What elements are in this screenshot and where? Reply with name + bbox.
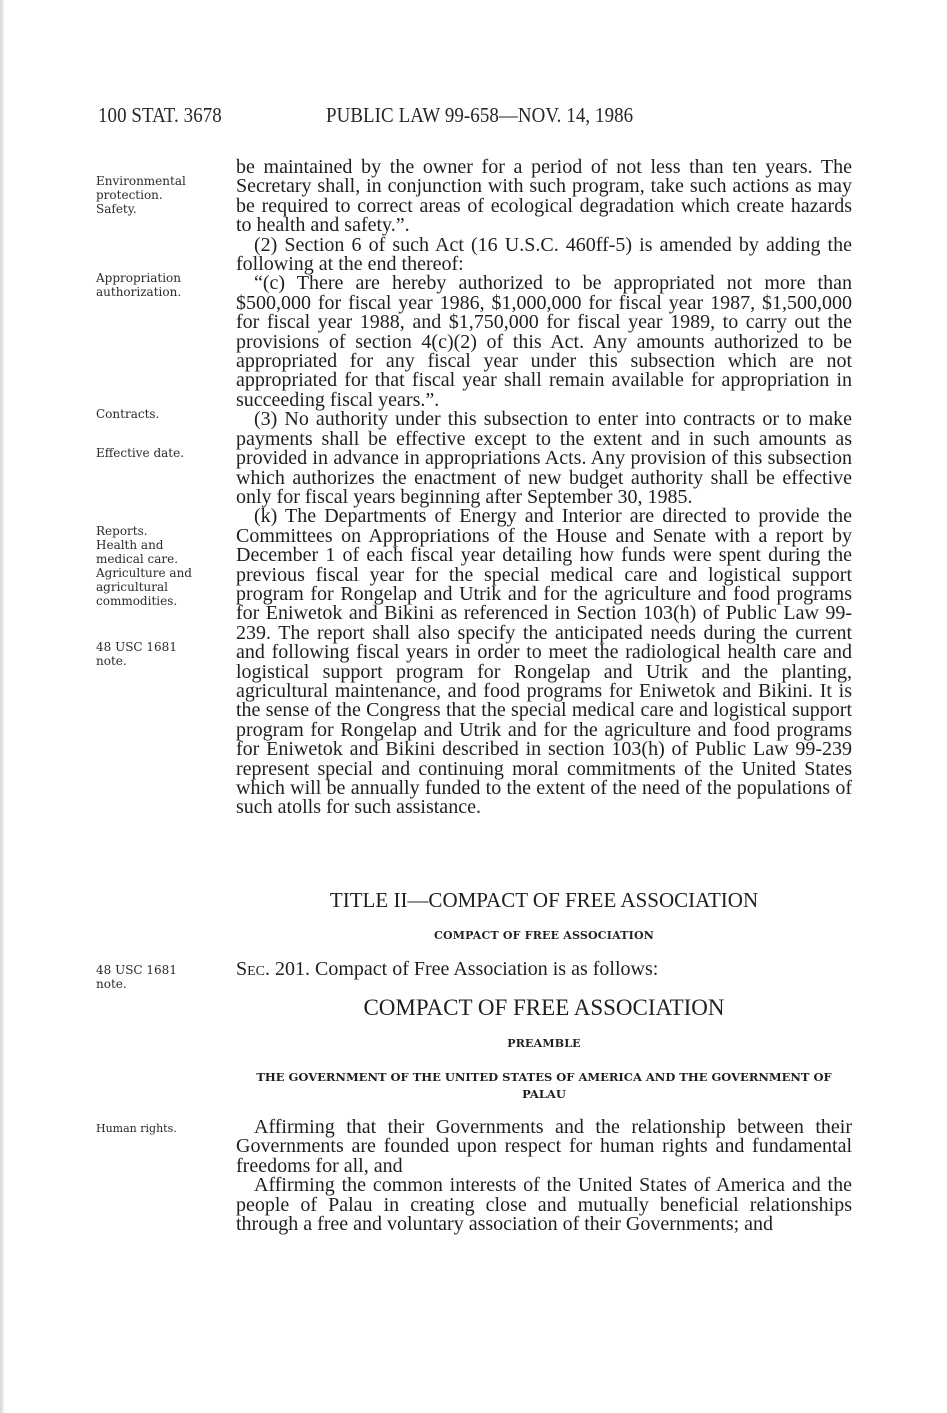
law-citation-header: PUBLIC LAW 99-658—NOV. 14, 1986 [326, 103, 634, 127]
margin-note-usc-2 [96, 963, 226, 991]
margin-note-appropriation [96, 271, 226, 299]
margin-note-line: Environmental [96, 174, 186, 188]
margin-note-line: note. [96, 977, 127, 991]
margin-note-line: Reports. [96, 524, 148, 538]
section-label: Sec. 201. [236, 958, 311, 980]
margin-note-line: Safety. [96, 202, 137, 216]
margin-note-line: agricultural [96, 580, 168, 594]
margin-note-line: 48 USC 1681 [96, 963, 177, 977]
margin-note-line: medical care. [96, 552, 179, 566]
margin-note-line: Health and [96, 538, 164, 552]
margin-note-human-rights [96, 1122, 226, 1136]
margin-note-line: Agriculture and [96, 566, 192, 580]
section-201 [236, 960, 852, 979]
margin-note-line: 48 USC 1681 [96, 640, 177, 654]
section-text: Compact of Free Association is as follows: [310, 958, 659, 980]
body-text [236, 158, 852, 818]
compact-title: COMPACT OF FREE ASSOCIATION [363, 995, 725, 1020]
paragraph-continuation: be maintained by the owner for a period of not less than ten years. The Secretary shall, in conjunction with such program, take such actions as may be required to correct areas of ecological degradation which create hazards to health and safety.”. [236, 156, 852, 237]
margin-note-usc-1 [96, 640, 226, 668]
margin-note-effective-date [96, 446, 226, 460]
title-ii-heading: TITLE II—COMPACT OF FREE ASSOCIATION [329, 888, 759, 912]
parties-heading: THE GOVERNMENT OF THE UNITED STATES OF AMERICA AND THE GOVERNMENT OF PALAU [256, 1070, 832, 1101]
margin-note-reports [96, 524, 226, 608]
preamble-heading: PREAMBLE [507, 1037, 581, 1050]
preamble-text [236, 1118, 852, 1234]
preamble-paragraph-common-interests: Affirming the common interests of the United States of America and the people of Palau in creating close and mutually beneficial relationships through a free and voluntary association of their Governments; and [236, 1174, 852, 1236]
paragraph-reports: (k) The Departments of Energy and Interior are directed to provide the Committees on Appropriations of the House and Senate with a report by December 1 of each fiscal year detailing how funds were spent during the previous fiscal year for the special medical care and logistical support program for Rongelap and Utrik and for the agriculture and food programs for Eniwetok and Bikini as referenced in Section 103(h) of Public Law 99-239. The report shall also specify the anticipated needs during the current and following fiscal years in order to meet the radiological health care and logistical support program for Rongelap and Utrik and the planting, agricultural maintenance, and food programs for Eniwetok and Bikini. It is the sense of the Congress that the special medical care and logistical support program for Rongelap and Utrik and for the agriculture and food programs for Eniwetok and Bikini described in section 103(h) of Public Law 99-239 represent special and continuing moral commitments of the United States which will be annually funded to the extent of the need of the populations of such atolls for such assistance. [236, 505, 852, 819]
margin-note-environmental [96, 174, 226, 216]
paragraph-section-6: (2) Section 6 of such Act (16 U.S.C. 460ff-5) is amended by adding the following at the end thereof: [236, 233, 852, 276]
margin-note-line: Appropriation [96, 271, 182, 285]
paragraph-no-authority: (3) No authority under this subsection to enter into contracts or to make payments shall be effective except to the extent and in such amounts as provided in advance in appropriations Acts. Any provision of this subsection which authorizes the enactment of new budget authority shall be effective only for fiscal years beginning after September 30, 1985. [236, 408, 852, 508]
margin-note-line: commodities. [96, 594, 178, 608]
title-ii-subheading: COMPACT OF FREE ASSOCIATION [433, 929, 655, 942]
margin-note-line: authorization. [96, 285, 182, 299]
paragraph-authorization: “(c) There are hereby authorized to be appropriated not more than $500,000 for fiscal year 1986, $1,000,000 for fiscal year 1987, $1,500,000 for fiscal year 1988, and $1,750,000 for fiscal year 1989, to carry out the provisions of section 4(c)(2) of this Act. Any amounts authorized to be appropriated for any fiscal year under this subsection which are not appropriated for that fiscal year shall remain available for appropriation in succeeding fiscal years.”. [236, 272, 852, 411]
scan-edge [0, 0, 4, 1413]
margin-note-line: Human rights. [96, 1122, 177, 1135]
margin-note-line: note. [96, 654, 127, 668]
preamble-paragraph-human-rights: Affirming that their Governments and the relationship between their Governments are founded upon respect for human rights and fundamental freedoms for all, and [236, 1116, 852, 1177]
stat-page-number: 100 STAT. 3678 [98, 103, 222, 127]
margin-note-contracts [96, 407, 226, 421]
margin-note-line: Contracts. [96, 407, 160, 421]
margin-note-line: protection. [96, 188, 163, 202]
margin-note-line: Effective date. [96, 446, 185, 460]
